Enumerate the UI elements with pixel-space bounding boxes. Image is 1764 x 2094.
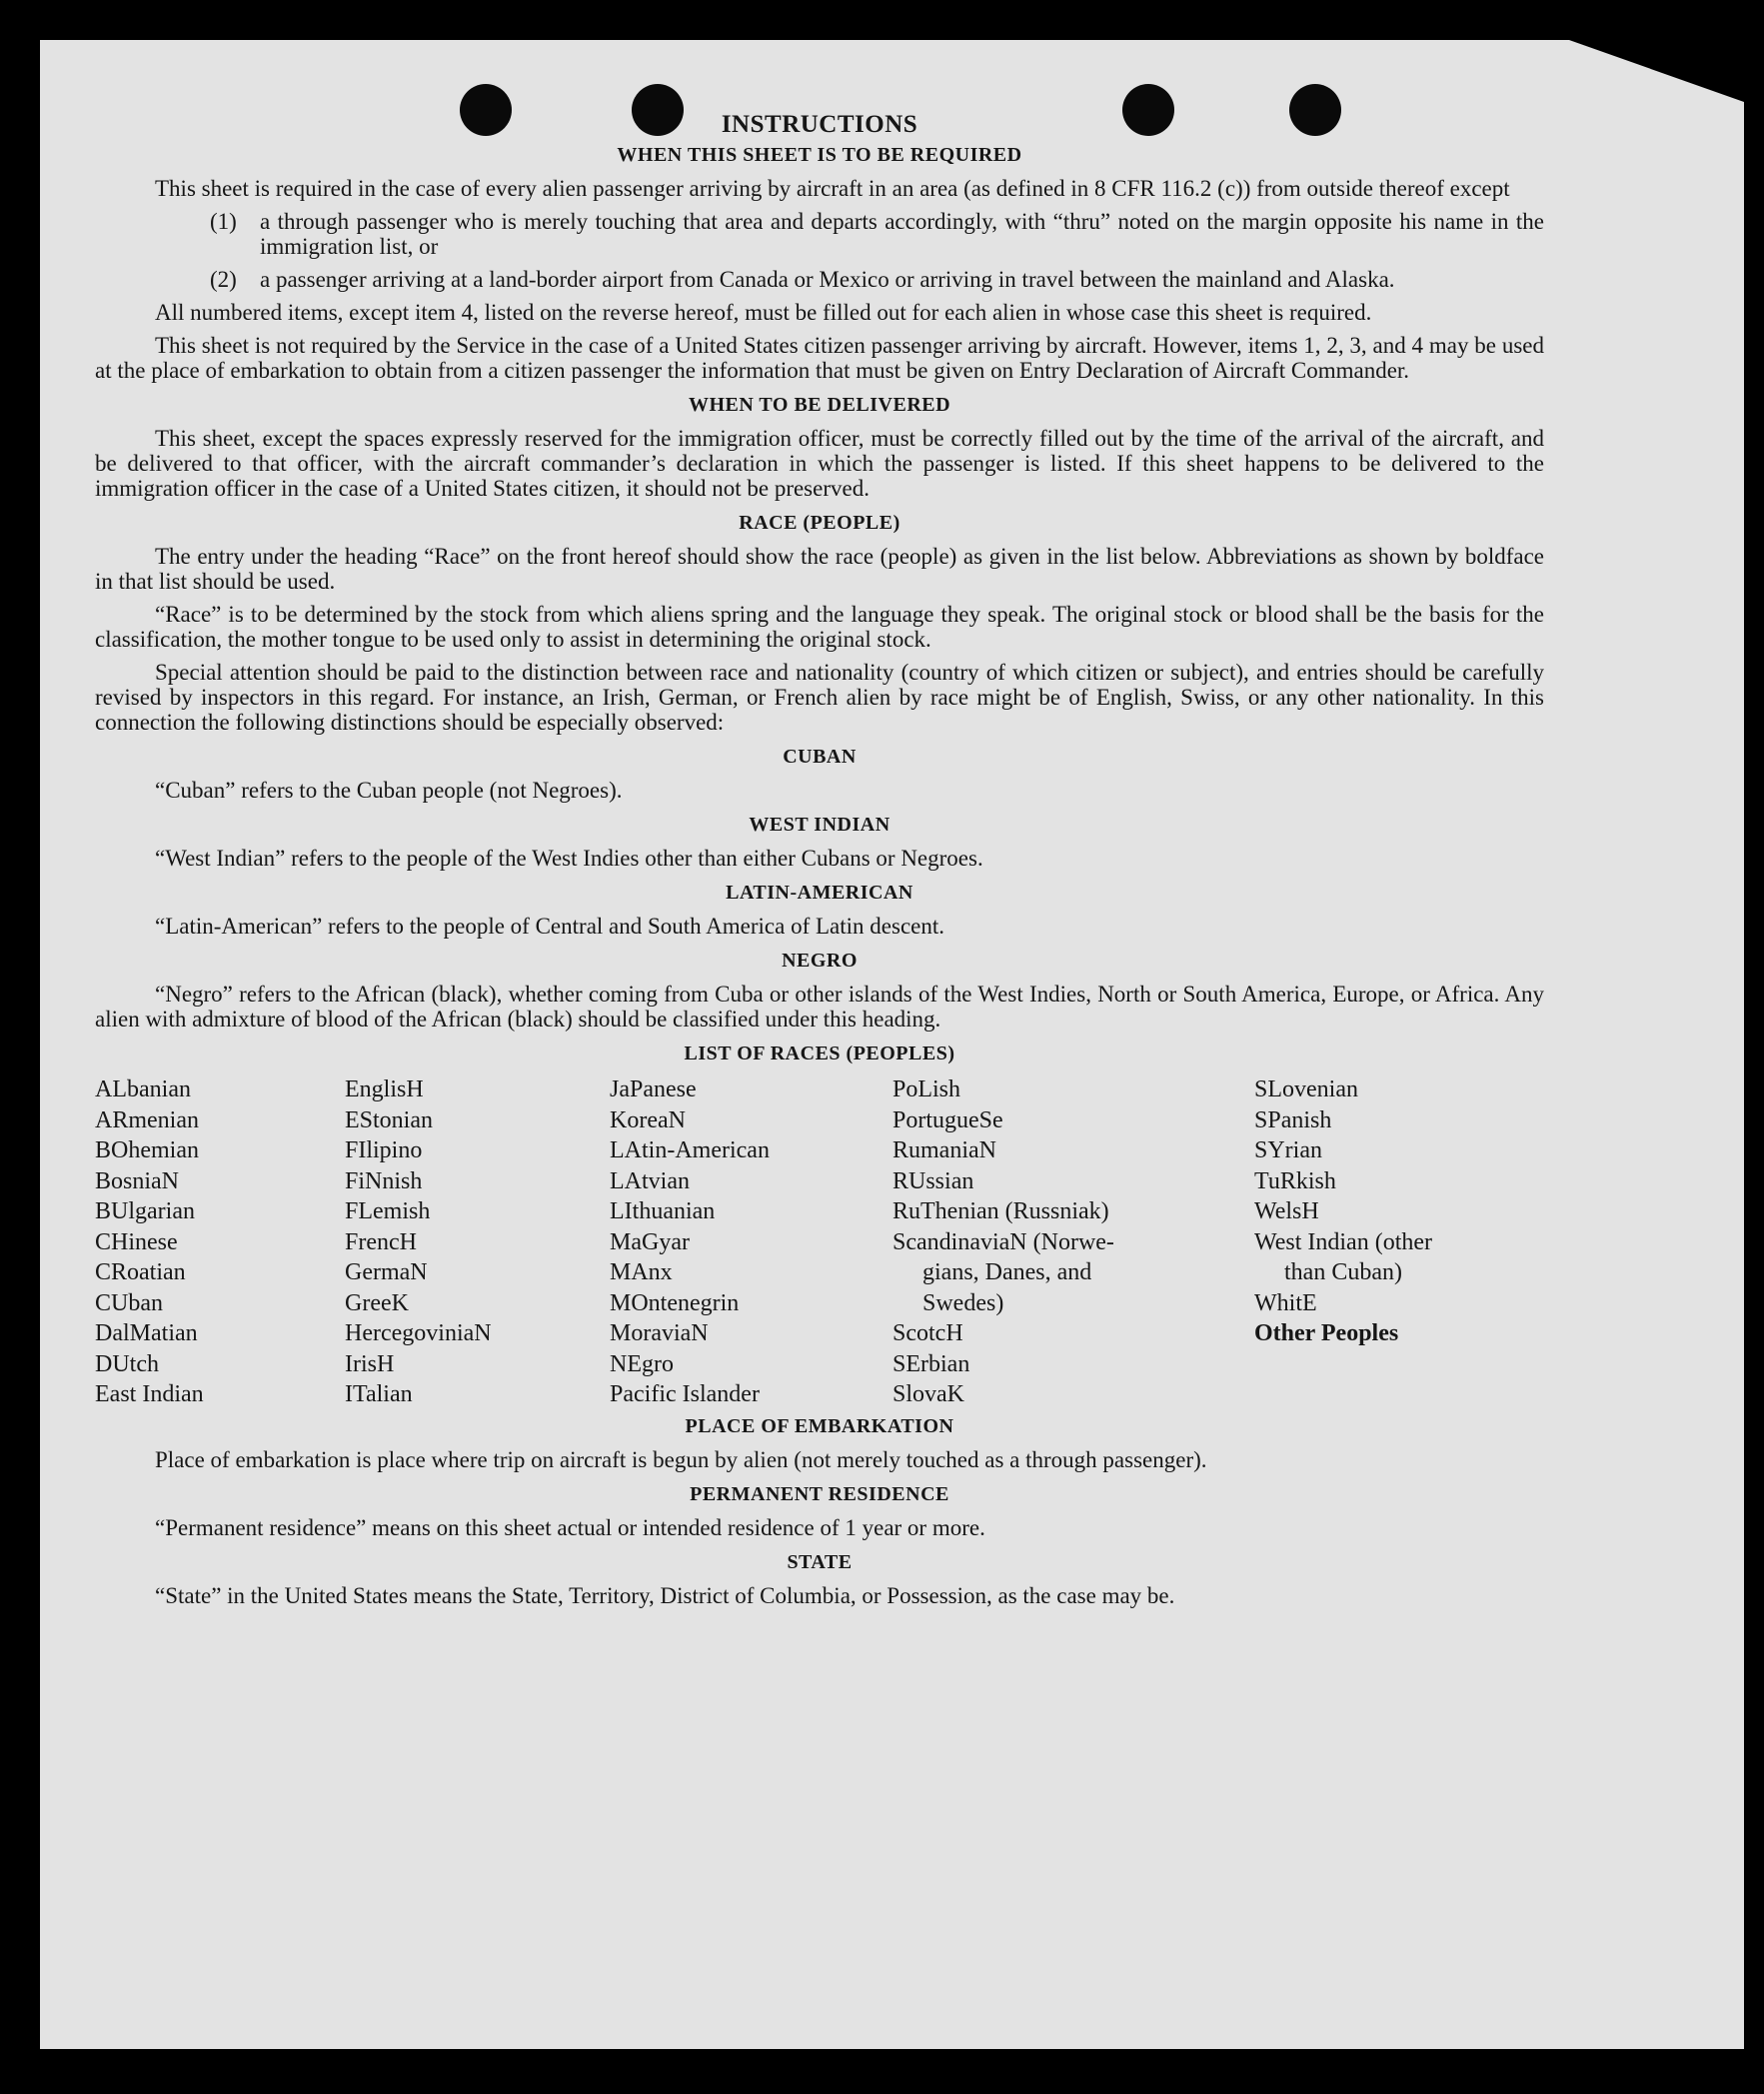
race-entry: ARmenian [95,1106,199,1133]
race-entry: FiNnish [345,1167,423,1194]
paragraph: All numbered items, except item 4, listed on the reverse hereof, must be filled out for each alien in whose case this sheet is required. [155,300,1372,325]
section-heading: LIST OF RACES (PEOPLES) [684,1043,955,1064]
paragraph: This sheet is not required by the Service in the case of a United States citizen passenger arriving by aircraft. However, items 1, 2, 3, and 4 may be used at the place of embarkation to obtain from a citizen passenger the information that must be given on Entry Declaration of Aircraft Commander. [95,333,1544,383]
race-entry: TuRkish [1254,1167,1336,1194]
race-column-5 [1254,1074,1544,1410]
race-column-2 [345,1074,610,1410]
paragraph: This sheet is required in the case of every alien passenger arriving by aircraft in an area (as defined in 8 CFR 116.2 (c)) from outside thereof except [155,176,1510,201]
section-heading: WHEN TO BE DELIVERED [688,394,951,416]
race-entry: East Indian [95,1381,204,1407]
race-list [95,1074,1544,1410]
paragraph: This sheet, except the spaces expressly reserved for the immigration officer, must be correctly filled out by the time of the arrival of the aircraft, and be delivered to that officer, with the aircraft commander’s declaration in which the passenger is listed. If this sheet happens to be delivered to the immigration officer in the case of a United States citizen, it should not be preserved. [95,426,1544,501]
paragraph: “Permanent residence” means on this sheet actual or intended residence of 1 year or more. [155,1514,985,1540]
race-entry: JaPanese [610,1076,697,1102]
race-column-3 [610,1074,892,1410]
section-heading: NEGRO [782,950,858,972]
paragraph: “Negro” refers to the African (black), whether coming from Cuba or other islands of the West Indies, North or South America, Europe, or Africa. Any alien with admixture of blood of the African (black) should be classified under this heading. [95,982,1544,1032]
section-heading: PERMANENT RESIDENCE [690,1482,949,1505]
race-entry: ALbanian [95,1076,191,1102]
section-heading: WHEN THIS SHEET IS TO BE REQUIRED [617,144,1022,166]
race-entry: ScandinaviaN (Norwe- [892,1228,1114,1255]
race-entry: MaGyar [610,1228,690,1255]
race-entry: ScotcH [892,1320,963,1346]
section-heading: RACE (PEOPLE) [739,512,900,534]
race-entry: MOntenegrin [610,1289,740,1316]
race-entry: IrisH [345,1350,395,1377]
race-entry: SErbian [892,1350,970,1377]
race-entry: LIthuanian [610,1198,716,1224]
race-entry: NEgro [610,1350,674,1377]
race-entry: CRoatian [95,1259,186,1285]
race-entry: PoLish [892,1076,961,1102]
race-entry: DUtch [95,1350,159,1377]
race-entry: RUssian [892,1167,974,1194]
section-heading: WEST INDIAN [749,814,890,836]
race-entry: SPanish [1254,1106,1332,1133]
race-column-4 [892,1074,1254,1410]
document-body [95,112,1544,1616]
list-item [210,267,1544,292]
race-entry: GreeK [345,1289,409,1316]
race-entry: SLovenian [1254,1076,1358,1102]
item-number: (1) [210,209,237,234]
race-entry: gians, Danes, and [922,1259,1092,1285]
race-column-1 [95,1074,345,1410]
race-entry: RumaniaN [892,1137,996,1163]
race-entry: SlovaK [892,1381,964,1407]
race-entry: EStonian [345,1106,433,1133]
race-entry: than Cuban) [1284,1259,1402,1285]
paragraph: “West Indian” refers to the people of the West Indies other than either Cubans or Negroes. [155,846,983,871]
race-entry: LAtin-American [610,1137,770,1163]
section-heading: PLACE OF EMBARKATION [685,1414,954,1437]
paragraph: Special attention should be paid to the distinction between race and nationality (country of which citizen or subject), and entries should be carefully revised by inspectors in this regard. For instance, an Irish, German, or French alien by race might be of English, Swiss, or any other nationality. In this connection the following distinctions should be especially observed: [95,660,1544,735]
section-heading: LATIN-AMERICAN [726,882,913,904]
race-entry: West Indian (other [1254,1228,1433,1255]
section-heading: CUBAN [783,746,857,768]
item-number: (2) [210,267,237,292]
race-entry: WelsH [1254,1198,1319,1224]
race-entry: CUban [95,1289,163,1316]
race-entry: SYrian [1254,1137,1322,1163]
race-entry: FLemish [345,1198,431,1224]
paragraph: “Cuban” refers to the Cuban people (not Negroes). [155,778,623,803]
race-entry: CHinese [95,1228,178,1255]
race-entry: FIlipino [345,1137,423,1163]
paragraph: “Race” is to be determined by the stock from which aliens spring and the language they speak. The original stock or blood shall be the basis for the classification, the mother tongue to be used only to assist in determining the original stock. [95,602,1544,652]
paragraph: “Latin-American” refers to the people of Central and South America of Latin descent. [155,914,944,939]
race-entry: MAnx [610,1259,673,1285]
section-heading: STATE [787,1550,853,1573]
race-entry: Pacific Islander [610,1381,760,1407]
race-entry: DalMatian [95,1320,198,1346]
race-entry: FrencH [345,1228,417,1255]
race-entry: EnglisH [345,1076,424,1102]
race-entry: Other Peoples [1254,1320,1399,1346]
race-entry: RuThenian (Russniak) [892,1198,1109,1224]
list-item [210,209,1544,259]
race-entry: ITalian [345,1381,413,1407]
race-entry: LAtvian [610,1167,690,1194]
paragraph: Place of embarkation is place where trip on aircraft is begun by alien (not merely touched as a through passenger). [155,1446,1207,1472]
item-text: a passenger arriving at a land-border airport from Canada or Mexico or arriving in travel between the mainland and Alaska. [260,267,1395,292]
race-entry: MoraviaN [610,1320,709,1346]
race-entry: HercegoviniaN [345,1320,492,1346]
paragraph: “State” in the United States means the State, Territory, District of Columbia, or Possession, as the case may be. [155,1582,1175,1608]
race-entry: KoreaN [610,1106,686,1133]
race-entry: BosniaN [95,1167,179,1194]
race-entry: GermaN [345,1259,428,1285]
race-entry: WhitE [1254,1289,1317,1316]
item-text: a through passenger who is merely touching that area and departs accordingly, with “thru” noted on the margin opposite his name in the immigration list, or [260,209,1544,259]
paragraph: The entry under the heading “Race” on the front hereof should show the race (people) as given in the list below. Abbreviations as shown by boldface in that list should be used. [95,544,1544,594]
race-entry: BUlgarian [95,1198,195,1224]
race-entry: BOhemian [95,1137,199,1163]
race-entry: Swedes) [922,1289,1004,1316]
page-title: INSTRUCTIONS [721,111,918,138]
race-entry: PortugueSe [892,1106,1003,1133]
